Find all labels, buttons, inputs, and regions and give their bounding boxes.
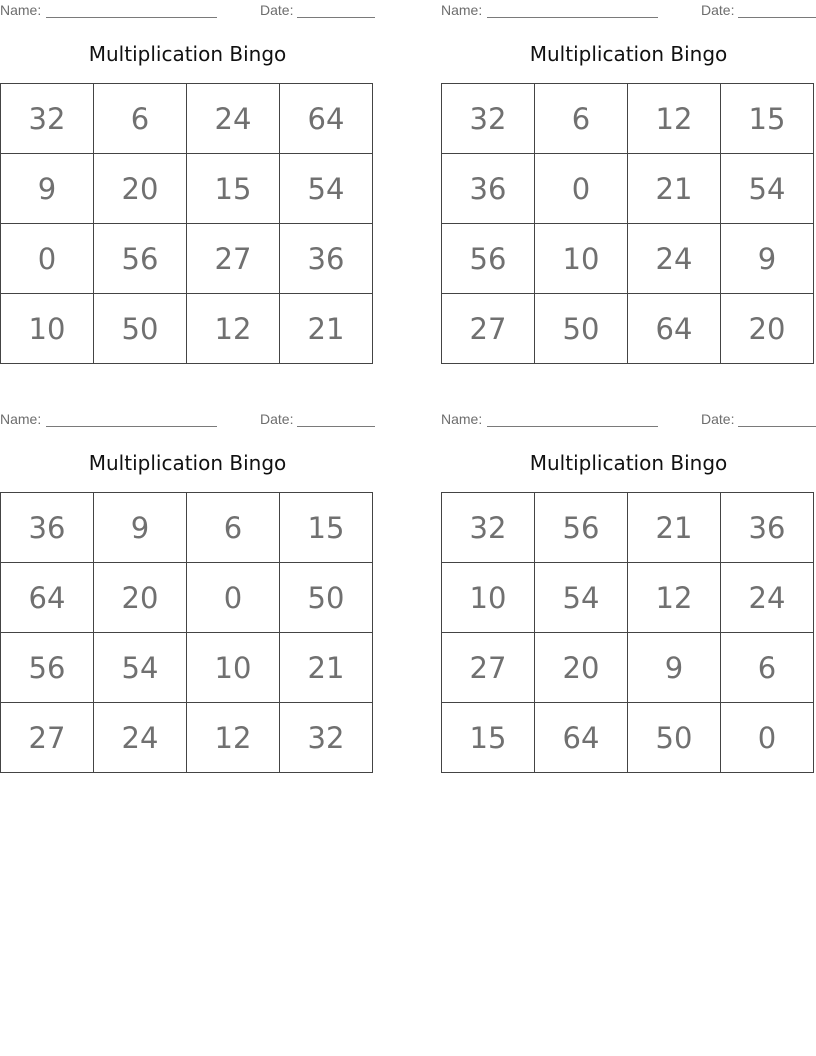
bingo-row — [1, 633, 373, 703]
card-title: Multiplication Bingo — [88, 451, 287, 475]
bingo-cell: 12 — [628, 563, 721, 633]
card-header-fields — [0, 411, 375, 427]
bingo-row — [442, 154, 814, 224]
bingo-cell: 36 — [721, 493, 814, 563]
bingo-cell: 54 — [721, 154, 814, 224]
date-blank-line — [297, 426, 375, 427]
bingo-cell: 12 — [187, 294, 280, 364]
bingo-cell: 27 — [442, 294, 535, 364]
card-header-fields — [0, 2, 375, 18]
date-label: Date: — [701, 2, 735, 18]
bingo-cell: 36 — [280, 224, 373, 294]
bingo-cell: 32 — [280, 703, 373, 773]
bingo-grid — [0, 83, 373, 364]
bingo-cell: 64 — [1, 563, 94, 633]
bingo-grid — [0, 492, 373, 773]
bingo-cell: 9 — [94, 493, 187, 563]
bingo-cell: 64 — [535, 703, 628, 773]
date-blank-line — [738, 426, 816, 427]
bingo-cell: 21 — [280, 633, 373, 703]
name-blank-line — [46, 17, 217, 18]
bingo-cell: 54 — [94, 633, 187, 703]
bingo-cell: 32 — [442, 493, 535, 563]
date-label: Date: — [260, 411, 294, 427]
bingo-cell: 9 — [628, 633, 721, 703]
bingo-cell: 27 — [1, 703, 94, 773]
bingo-cell: 54 — [535, 563, 628, 633]
bingo-cell: 0 — [721, 703, 814, 773]
date-label: Date: — [260, 2, 294, 18]
bingo-row — [1, 703, 373, 773]
bingo-row — [1, 563, 373, 633]
bingo-row — [1, 224, 373, 294]
bingo-row — [1, 294, 373, 364]
bingo-cell: 50 — [535, 294, 628, 364]
bingo-cell: 10 — [535, 224, 628, 294]
bingo-row — [442, 84, 814, 154]
bingo-cell: 24 — [187, 84, 280, 154]
bingo-cell: 24 — [721, 563, 814, 633]
bingo-row — [442, 633, 814, 703]
bingo-row — [1, 84, 373, 154]
bingo-row — [1, 154, 373, 224]
bingo-cell: 12 — [628, 84, 721, 154]
bingo-cell: 21 — [280, 294, 373, 364]
bingo-cell: 10 — [442, 563, 535, 633]
bingo-cell: 32 — [442, 84, 535, 154]
bingo-cell: 15 — [187, 154, 280, 224]
bingo-cell: 21 — [628, 493, 721, 563]
bingo-cell: 15 — [442, 703, 535, 773]
date-blank-line — [738, 17, 816, 18]
bingo-cell: 50 — [280, 563, 373, 633]
name-label: Name: — [0, 411, 42, 427]
bingo-cell: 9 — [1, 154, 94, 224]
name-blank-line — [46, 426, 217, 427]
bingo-cell: 24 — [628, 224, 721, 294]
bingo-cell: 6 — [94, 84, 187, 154]
bingo-cell: 9 — [721, 224, 814, 294]
bingo-cell: 56 — [442, 224, 535, 294]
bingo-cell: 56 — [535, 493, 628, 563]
bingo-cell: 6 — [187, 493, 280, 563]
bingo-cell: 6 — [721, 633, 814, 703]
bingo-cell: 56 — [94, 224, 187, 294]
date-blank-line — [297, 17, 375, 18]
bingo-cell: 36 — [442, 154, 535, 224]
bingo-cell: 20 — [535, 633, 628, 703]
bingo-row — [442, 294, 814, 364]
bingo-cell: 27 — [442, 633, 535, 703]
bingo-cell: 0 — [187, 563, 280, 633]
bingo-cell: 20 — [94, 563, 187, 633]
bingo-cell: 54 — [280, 154, 373, 224]
name-label: Name: — [441, 411, 483, 427]
bingo-cell: 10 — [187, 633, 280, 703]
bingo-cell: 15 — [280, 493, 373, 563]
bingo-cell: 27 — [187, 224, 280, 294]
name-label: Name: — [441, 2, 483, 18]
card-title: Multiplication Bingo — [529, 451, 728, 475]
card-header-fields — [441, 2, 816, 18]
bingo-cell: 15 — [721, 84, 814, 154]
bingo-row — [442, 563, 814, 633]
bingo-cell: 50 — [628, 703, 721, 773]
date-label: Date: — [701, 411, 735, 427]
name-label: Name: — [0, 2, 42, 18]
bingo-row — [442, 224, 814, 294]
bingo-cell: 20 — [94, 154, 187, 224]
bingo-row — [1, 493, 373, 563]
card-header-fields — [441, 411, 816, 427]
bingo-cell: 21 — [628, 154, 721, 224]
card-title: Multiplication Bingo — [529, 42, 728, 66]
bingo-cell: 0 — [1, 224, 94, 294]
bingo-row — [442, 493, 814, 563]
bingo-row — [442, 703, 814, 773]
name-blank-line — [487, 426, 658, 427]
name-blank-line — [487, 17, 658, 18]
bingo-cell: 50 — [94, 294, 187, 364]
bingo-cell: 32 — [1, 84, 94, 154]
bingo-cell: 24 — [94, 703, 187, 773]
card-title: Multiplication Bingo — [88, 42, 287, 66]
bingo-cell: 0 — [535, 154, 628, 224]
bingo-grid — [441, 83, 814, 364]
bingo-cell: 56 — [1, 633, 94, 703]
bingo-cell: 6 — [535, 84, 628, 154]
bingo-cell: 36 — [1, 493, 94, 563]
bingo-cell: 10 — [1, 294, 94, 364]
bingo-cell: 12 — [187, 703, 280, 773]
bingo-cell: 20 — [721, 294, 814, 364]
bingo-cell: 64 — [628, 294, 721, 364]
bingo-cell: 64 — [280, 84, 373, 154]
bingo-grid — [441, 492, 814, 773]
